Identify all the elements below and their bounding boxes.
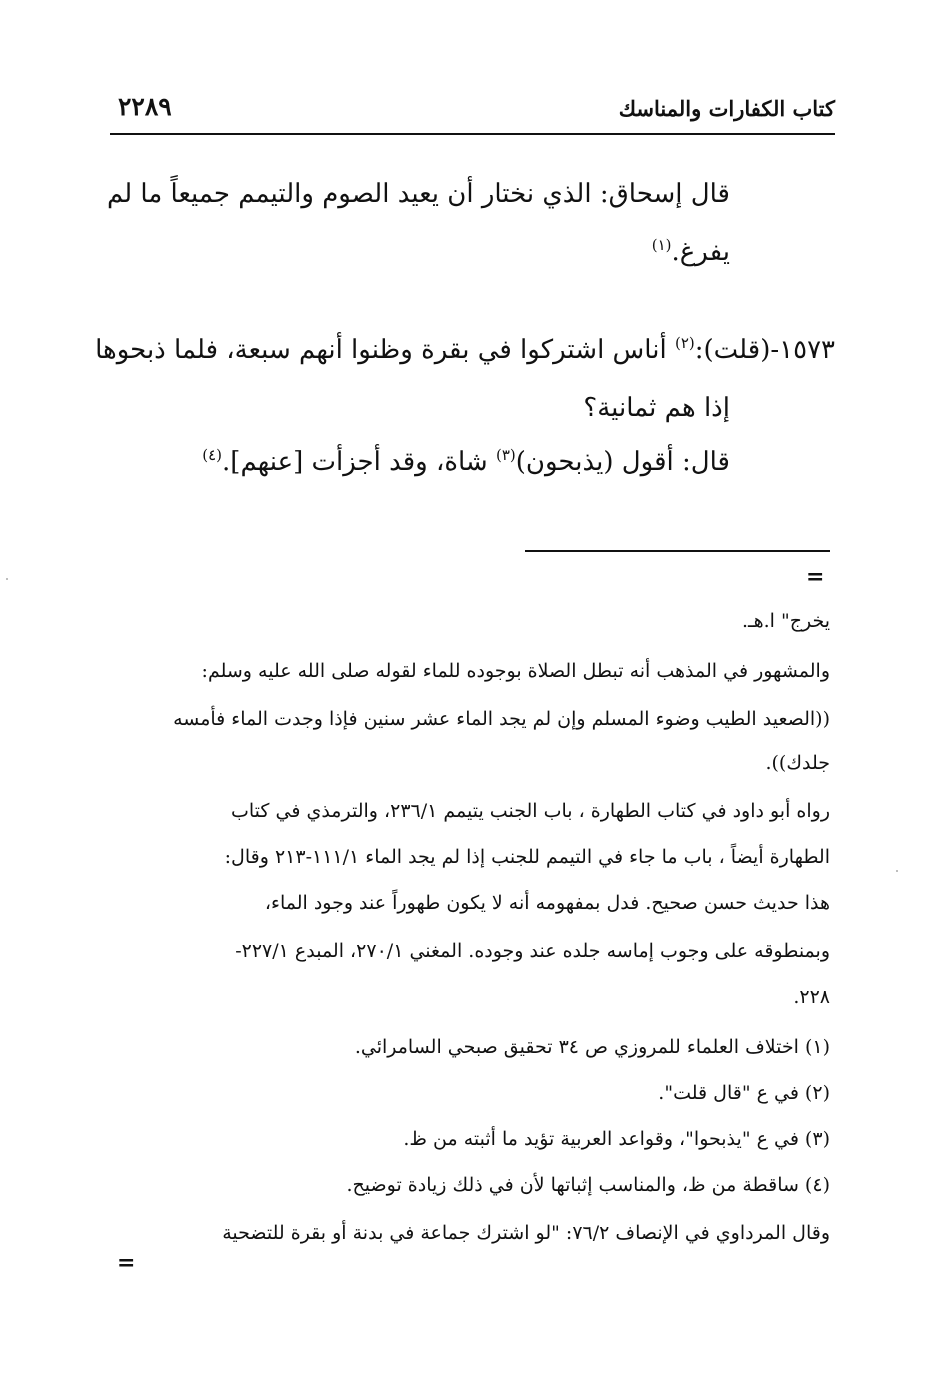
question-line2: إذا هم ثمانية؟ <box>583 393 730 423</box>
footnote-ref-1[interactable]: (١) <box>651 236 672 254</box>
footnote-line: ٢٢٨. <box>793 986 830 1008</box>
footnote-line: رواه أبو داود في كتاب الطهارة ، باب الجنب يتيمم ٢٣٦/١، والترمذي في كتاب <box>231 800 830 822</box>
continuation-mark-top: = <box>806 564 825 590</box>
answer-part1: قال: أقول (يذبحون) <box>515 447 730 477</box>
scan-speck <box>896 870 898 872</box>
footnote-line: ((الصعيد الطيب وضوء المسلم وإن لم يجد الماء عشر سنين فإذا وجدت الماء فأمسه <box>173 708 830 730</box>
footnote-3: (٣) في ع "يذبحوا"، وقواعد العربية تؤيد ما أثبته من ظ. <box>403 1128 830 1150</box>
chapter-title: كتاب الكفارات والمناسك <box>618 96 835 121</box>
text-line <box>652 232 730 275</box>
question-text: أناس اشتركوا في بقرة وظنوا أنهم سبعة، فلما ذبحوها <box>95 335 675 365</box>
footnote-4: (٤) ساقطة من ظ، والمناسب إثباتها لأن في ذلك زيادة توضيح. <box>346 1174 830 1196</box>
footnote-next-line: وقال المرداوي في الإنصاف ٧٦/٢: "لو اشترك جماعة في بدنة أو بقرة للتضحية <box>222 1222 830 1244</box>
question-line <box>95 330 835 373</box>
footnote-divider <box>525 550 830 552</box>
para1-line1: قال إسحاق: الذي نختار أن يعيد الصوم والتيمم جميعاً ما لم <box>106 179 730 209</box>
footnote-line: والمشهور في المذهب أنه تبطل الصلاة بوجوده للماء لقوله صلى الله عليه وسلم: <box>201 660 830 682</box>
footnote-line: وبمنطوقه على وجوب إماسه جلده عند وجوده. المغني ٢٧٠/١، المبدع ٢٢٧/١- <box>235 940 830 962</box>
footnote-ref-3[interactable]: (٣) <box>495 446 516 464</box>
scan-speck <box>6 578 8 580</box>
footnote-line: يخرج" ا.هـ. <box>741 610 830 632</box>
text-line <box>107 174 730 214</box>
answer-line <box>202 442 730 485</box>
continuation-mark-bottom: = <box>117 1250 136 1276</box>
text-line <box>583 388 730 428</box>
running-header <box>110 88 835 128</box>
page-number: ٢٢٨٩ <box>118 92 172 121</box>
footnote-line: جلدك)). <box>765 752 830 774</box>
question-number: ١٥٧٣-(قلت): <box>694 335 835 365</box>
footnote-1: (١) اختلاف العلماء للمروزي ص ٣٤ تحقيق صبحي السامرائي. <box>354 1036 830 1058</box>
header-divider <box>110 133 835 135</box>
footnote-2: (٢) في ع "قال قلت". <box>658 1082 830 1104</box>
main-text <box>95 170 835 510</box>
footnote-line: هذا حديث حسن صحيح. فدل بمفهومه أنه لا يكون طهوراً عند وجود الماء، <box>264 892 830 914</box>
footnote-ref-4[interactable]: (٤) <box>202 446 223 464</box>
footnote-line: الطهارة أيضاً ، باب ما جاء في التيمم للجنب إذا لم يجد الماء ١١١/١-٢١٣ وقال: <box>224 846 830 868</box>
footnote-ref-2[interactable]: (٢) <box>674 334 695 352</box>
para1-line2: يفرغ. <box>671 237 730 267</box>
answer-part2: شاة، وقد أجزأت [عنهم]. <box>222 447 496 477</box>
